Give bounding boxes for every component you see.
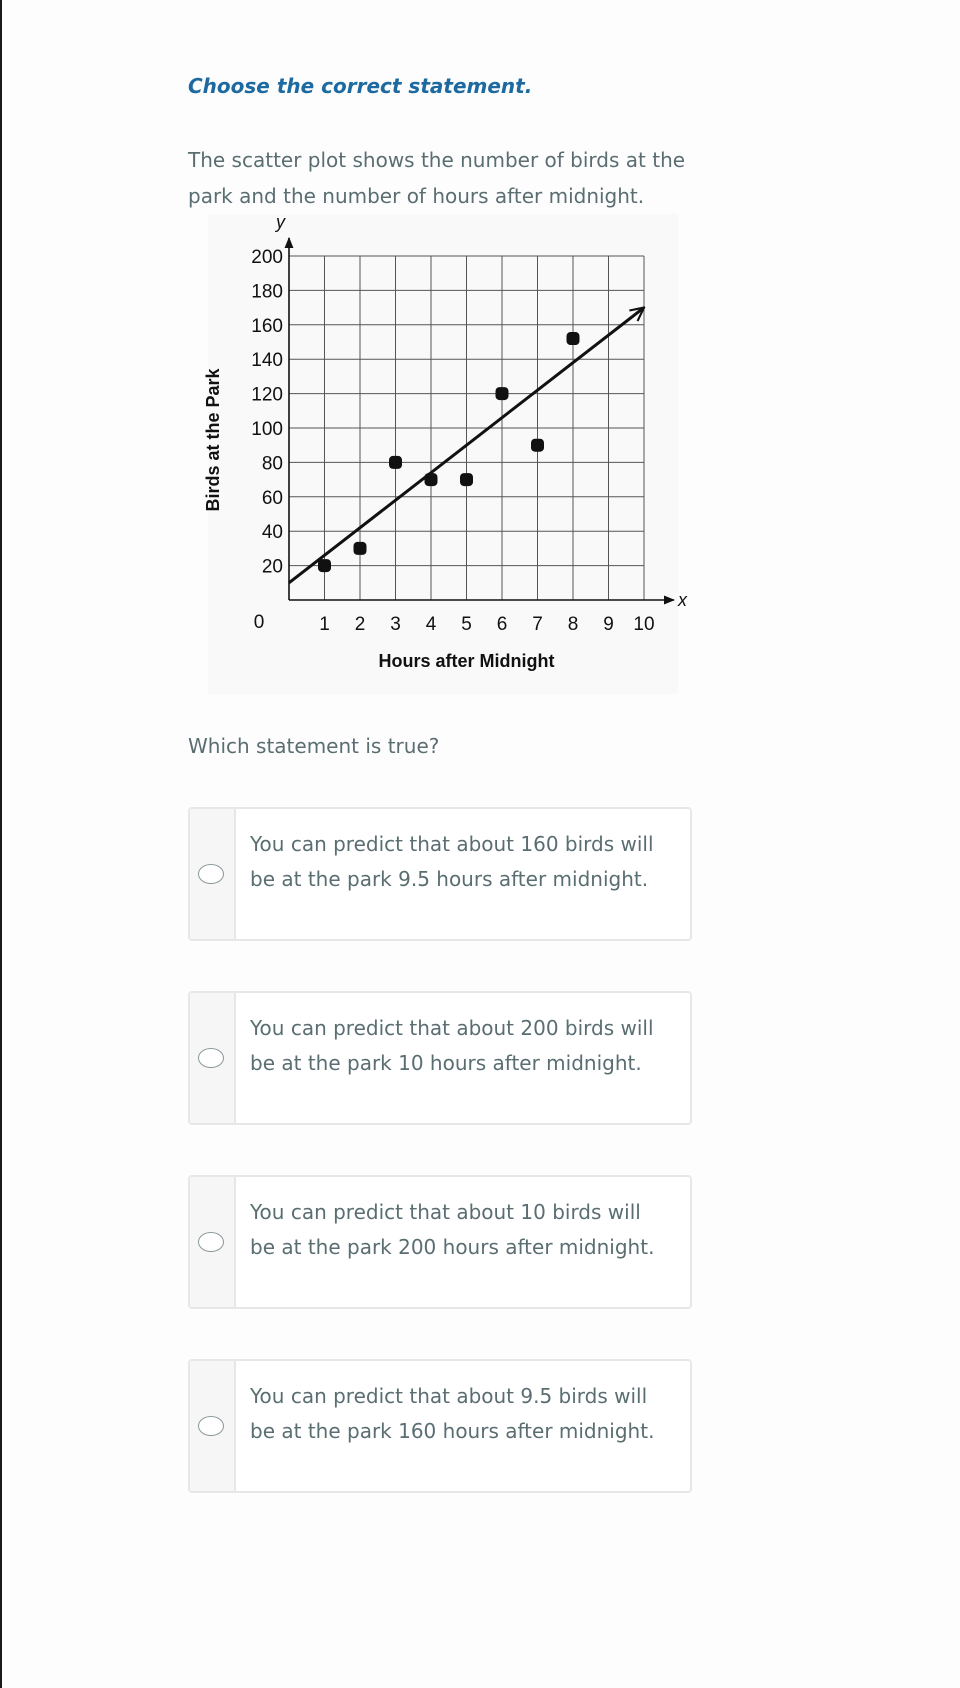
- answer-option-3[interactable]: [188, 1175, 692, 1309]
- y-tick-label: 80: [261, 453, 283, 475]
- left-border: [0, 0, 2, 1688]
- x-axis-title: Hours after Midnight: [378, 651, 555, 671]
- answer-option-2[interactable]: [188, 991, 692, 1125]
- data-point: [531, 439, 544, 452]
- radio-button[interactable]: [198, 1416, 224, 1436]
- y-axis-title: Birds at the Park: [203, 368, 223, 512]
- data-point: [496, 387, 509, 400]
- x-tick-label: 1: [319, 614, 330, 635]
- x-tick-label: 9: [603, 614, 614, 635]
- x-tick-label: 2: [354, 614, 366, 635]
- radio-button[interactable]: [198, 1048, 224, 1068]
- y-tick-label: 120: [251, 384, 283, 406]
- y-tick-label: 180: [251, 281, 283, 303]
- answer-option-text: You can predict that about 200 birds will be at the park 10 hours after midnight.: [250, 1016, 654, 1075]
- y-tick-label: 100: [251, 419, 283, 440]
- x-tick-label: 8: [567, 614, 579, 635]
- question-prompt: Which statement is true?: [188, 734, 440, 758]
- data-point: [425, 473, 438, 486]
- origin-label: 0: [253, 612, 265, 633]
- radio-cell[interactable]: [190, 809, 236, 939]
- x-tick-label: 6: [496, 614, 508, 635]
- x-axis-letter: x: [678, 590, 687, 610]
- scatter-plot: [203, 212, 687, 694]
- data-point: [354, 542, 367, 555]
- y-tick-label: 160: [251, 315, 283, 337]
- radio-button[interactable]: [198, 864, 224, 884]
- data-point: [389, 456, 402, 469]
- radio-cell[interactable]: [190, 1177, 236, 1307]
- y-tick-label: 40: [261, 522, 283, 544]
- x-tick-label: 10: [633, 614, 655, 635]
- y-tick-label: 200: [251, 247, 283, 268]
- x-tick-label: 4: [425, 614, 437, 635]
- answer-option-4[interactable]: [188, 1359, 692, 1493]
- question-stem: The scatter plot shows the number of birds at the park and the number of hours after midnight.: [188, 148, 686, 208]
- data-point: [318, 559, 331, 572]
- scatter-plot-svg: [203, 212, 687, 694]
- x-tick-label: 3: [390, 614, 401, 635]
- instruction-heading: Choose the correct statement.: [188, 74, 533, 98]
- radio-button[interactable]: [198, 1232, 224, 1252]
- x-tick-label: 5: [461, 614, 472, 635]
- answer-option-text: You can predict that about 9.5 birds will be at the park 160 hours after midnight.: [250, 1384, 655, 1443]
- radio-cell[interactable]: [190, 993, 236, 1123]
- y-axis-letter: y: [276, 212, 285, 232]
- answer-option-1[interactable]: [188, 807, 692, 941]
- y-tick-label: 20: [261, 556, 283, 578]
- answer-option-text: You can predict that about 160 birds will be at the park 9.5 hours after midnight.: [250, 832, 654, 891]
- answer-option-text: You can predict that about 10 birds will be at the park 200 hours after midnight.: [250, 1200, 655, 1259]
- x-tick-label: 7: [532, 614, 543, 635]
- radio-cell[interactable]: [190, 1361, 236, 1491]
- data-point: [567, 332, 580, 345]
- y-tick-label: 60: [261, 487, 283, 509]
- data-point: [460, 473, 473, 486]
- y-tick-label: 140: [251, 350, 283, 372]
